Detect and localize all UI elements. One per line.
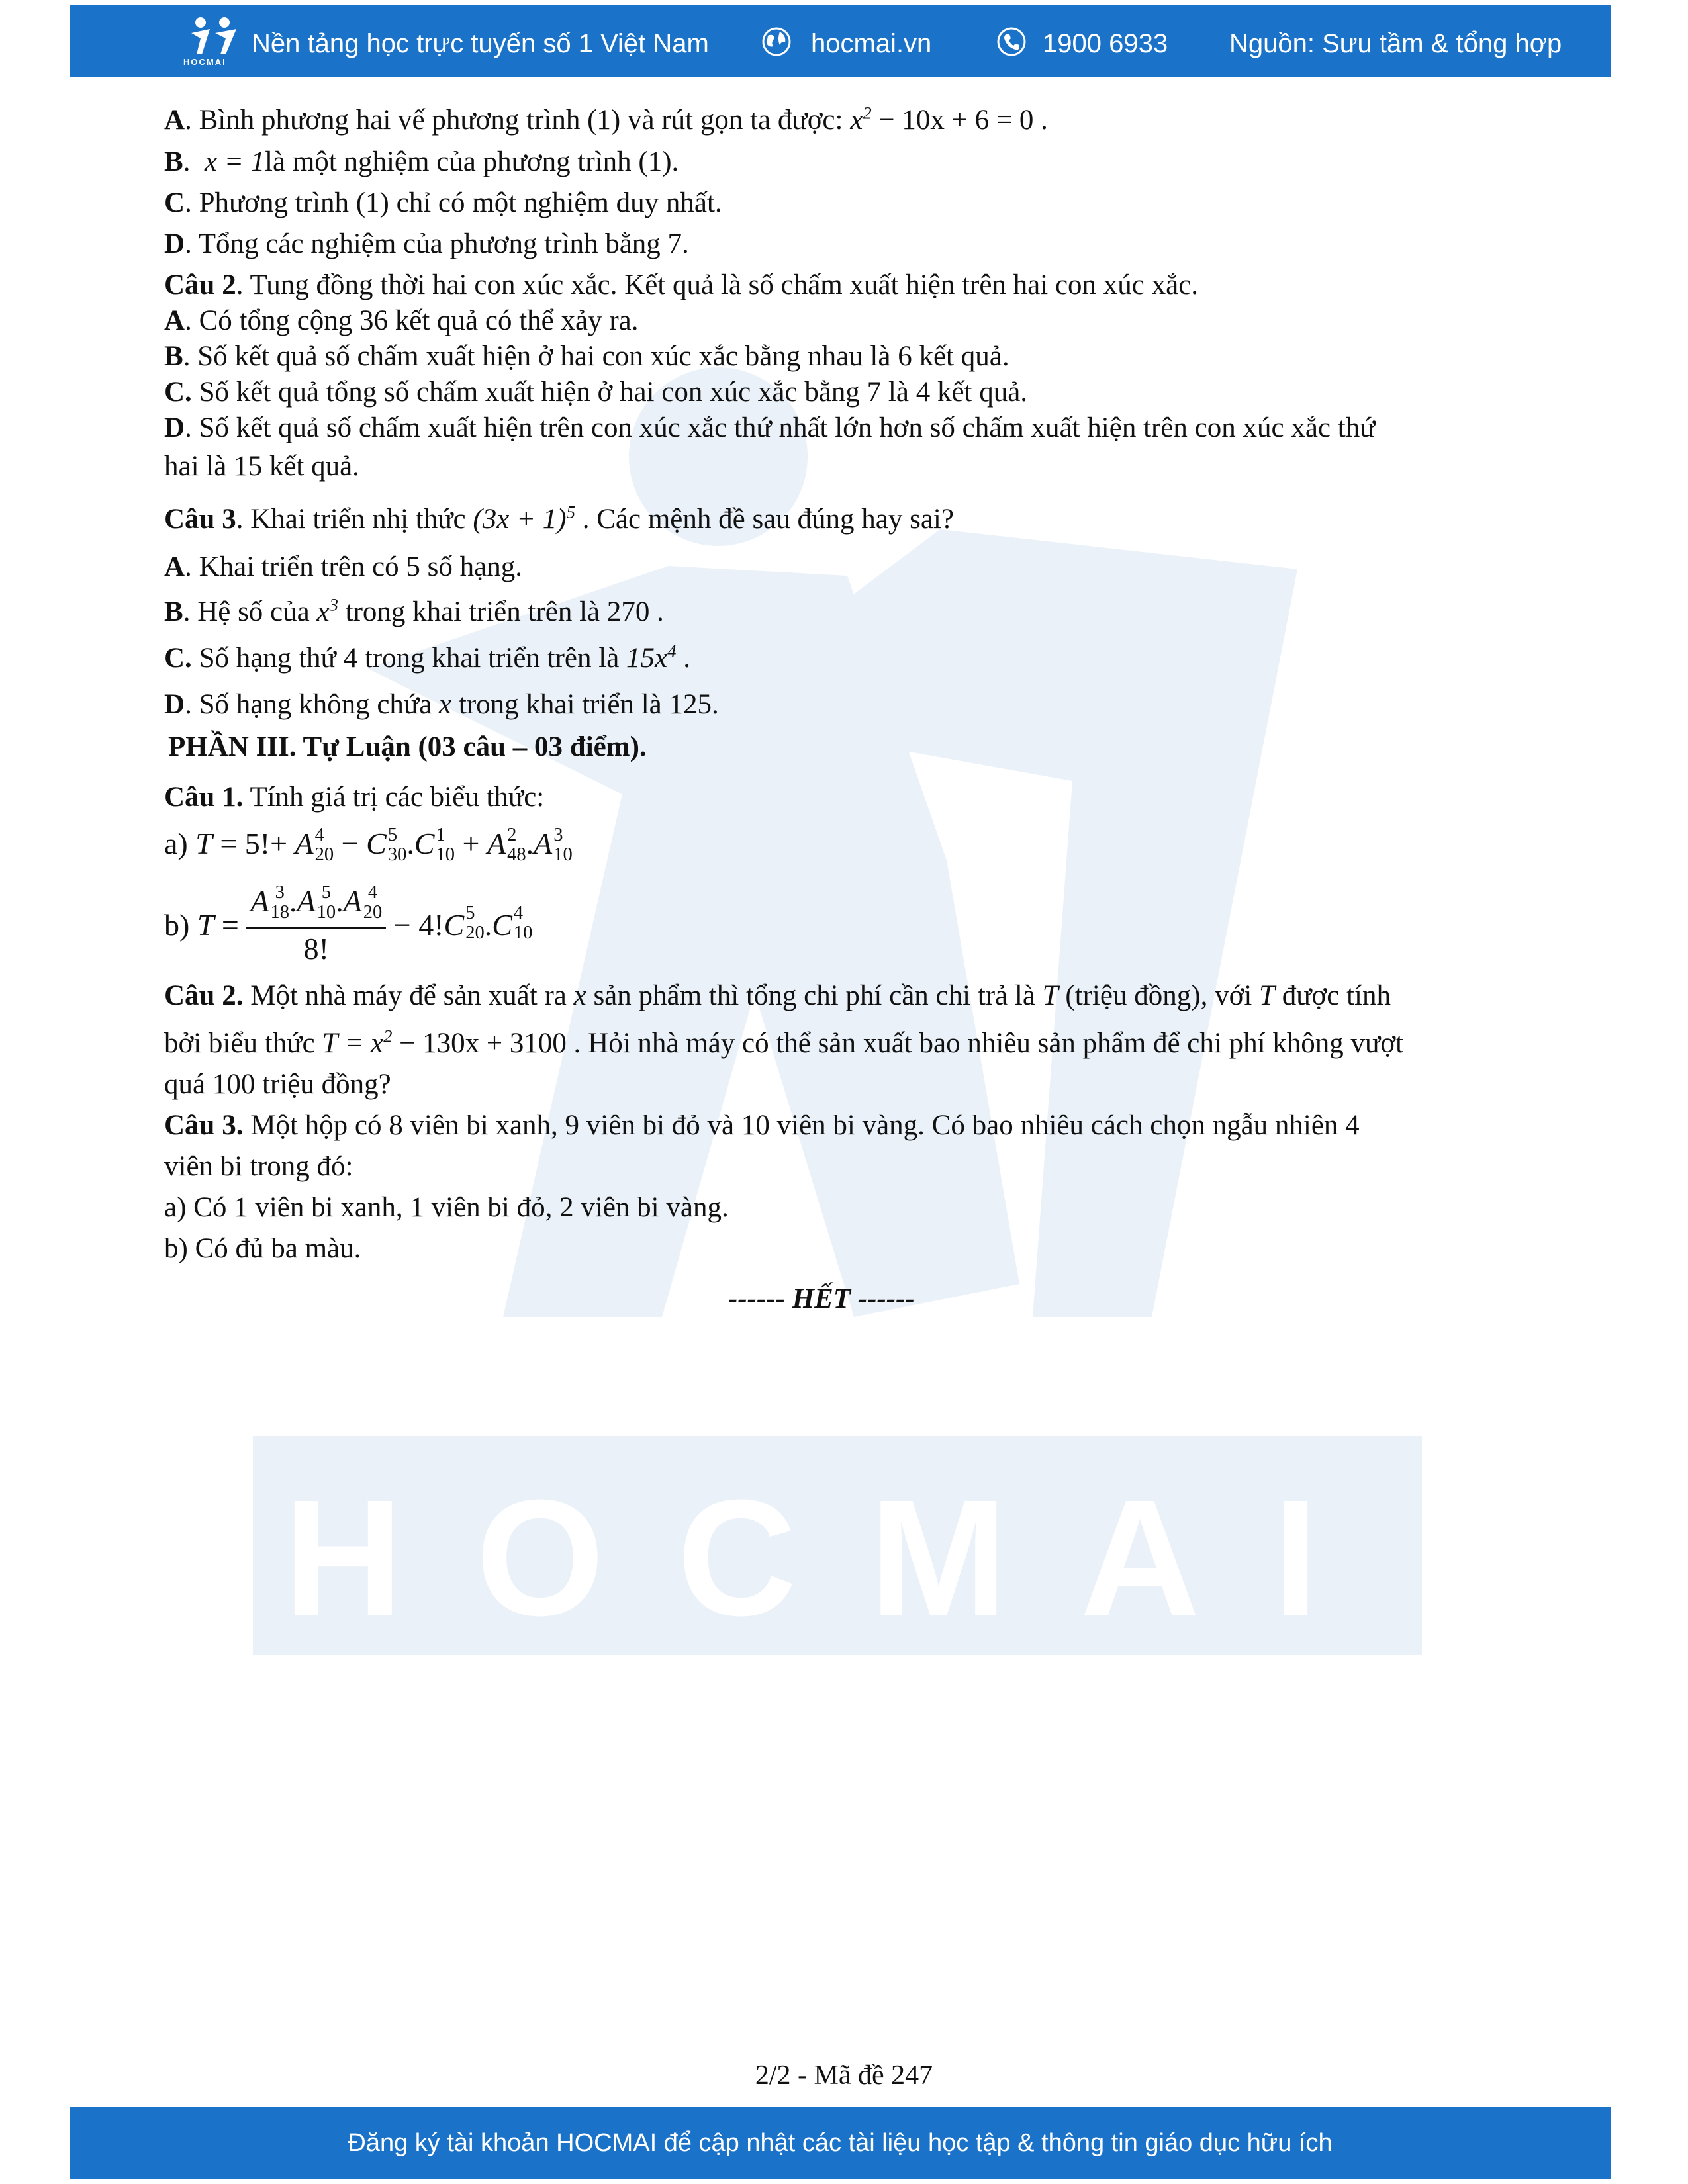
option-label: A xyxy=(164,105,185,136)
tl1-part-b: b) T = A 3 18 .A 5 10 .A 4 20 8! − 4!C 5 20 .C 4 10 xyxy=(164,882,533,966)
tl3-part-a: a) Có 1 viên bi xanh, 1 viên bi đỏ, 2 viên bi vàng. xyxy=(164,1192,729,1223)
page-number: 2/2 - Mã đề 247 xyxy=(755,2060,933,2091)
option-label: D xyxy=(164,228,185,259)
end-mark: ------ HẾT ------ xyxy=(728,1283,915,1314)
q3-option-d: D. Số hạng không chứa x trong khai triển là 125. xyxy=(164,689,719,720)
fraction: A 3 18 .A 5 10 .A 4 20 8! xyxy=(246,884,386,966)
option-text: là một nghiệm của phương trình (1). xyxy=(265,146,679,177)
option-text: . Tổng các nghiệm của phương trình bằng 7. xyxy=(185,228,689,259)
binomial-math: $(3x + 1)^5$ xyxy=(473,502,575,535)
tl1-stem: Câu 1. Tính giá trị các biểu thức: xyxy=(164,782,545,813)
website-link[interactable]: hocmai.vn xyxy=(811,29,932,58)
cost-formula: $T = x^2 - 130x + 3100$ xyxy=(322,1026,567,1059)
q2-option-d: D. Số kết quả số chấm xuất hiện trên con xúc xắc thứ nhất lớn hơn số chấm xuất hiện trên con xúc xắc thứ xyxy=(164,412,1376,443)
q3-stem: Câu 3. Khai triển nhị thức $(3x + 1)^5$ . Các mệnh đề sau đúng hay sai? xyxy=(164,502,954,535)
q3-option-a: A. Khai triển trên có 5 số hạng. xyxy=(164,551,522,582)
q3-option-c: C. Số hạng thứ 4 trong khai triển trên là $15x^4$ . xyxy=(164,641,690,674)
q2-stem xyxy=(164,269,1198,301)
option-math: $x^2 - 10x + 6 = 0$ xyxy=(850,103,1034,136)
tl2-line1: Câu 2. Một nhà máy để sản xuất ra x sản phẩm thì tổng chi phí cần chi trả là T (triệu đồng), với T được tính xyxy=(164,980,1391,1011)
logo-text: HOCMAI xyxy=(183,57,226,67)
q1-option-c xyxy=(164,187,722,219)
q2-option-c: C. Số kết quả tổng số chấm xuất hiện ở hai con xúc xắc bằng 7 là 4 kết quả. xyxy=(164,377,1028,408)
tl3-line2: viên bi trong đó: xyxy=(164,1151,353,1182)
tl3-part-b: b) Có đủ ba màu. xyxy=(164,1233,361,1264)
q3-option-b: B. Hệ số của $x^3$ trong khai triển trên là 270 . xyxy=(164,594,664,627)
option-math: x = 1 xyxy=(204,146,265,177)
part3-title: PHẦN III. Tự Luận (03 câu – 03 điểm). xyxy=(168,731,647,762)
tl3-line1: Câu 3. Một hộp có 8 viên bi xanh, 9 viên bi đỏ và 10 viên bi vàng. Có bao nhiêu cách chọn ngẫu nhiên 4 xyxy=(164,1110,1360,1141)
header-phone: 1900 6933 xyxy=(1043,29,1168,58)
option-label: B xyxy=(164,146,183,177)
header-slogan: Nền tảng học trực tuyến số 1 Việt Nam xyxy=(252,29,709,58)
header-source: Nguồn: Sưu tầm & tổng hợp xyxy=(1229,29,1562,58)
tl2-line2: bởi biểu thức $T = x^2 - 130x + 3100$ . Hỏi nhà máy có thể sản xuất bao nhiêu sản phẩm để chi phí không vượt xyxy=(164,1026,1404,1059)
q2-option-d-cont: hai là 15 kết quả. xyxy=(164,451,359,482)
q2-option-a: A. Có tổng cộng 36 kết quả có thể xảy ra. xyxy=(164,305,639,336)
footer-text[interactable]: Đăng ký tài khoản HOCMAI để cập nhật các tài liệu học tập & thông tin giáo dục hữu ích xyxy=(348,2129,1333,2157)
q1-option-a: A. Bình phương hai vế phương trình (1) và rút gọn ta được: $x^2 - 10x + 6 = 0$ . xyxy=(164,103,1048,136)
q1-option-d xyxy=(164,228,689,260)
q2-option-b: B. Số kết quả số chấm xuất hiện ở hai con xúc xắc bằng nhau là 6 kết quả. xyxy=(164,341,1009,372)
option-text: . Bình phương hai vế phương trình (1) và rút gọn ta được: xyxy=(185,105,851,136)
question-label: Câu 2 xyxy=(164,269,236,300)
option-label: C xyxy=(164,187,185,218)
watermark-text: HOCMAI xyxy=(283,1465,1391,1650)
tl1-part-a: a) T = 5!+ A 4 20 − C 5 30 .C 1 10 + A 2 48 .A 3 10 xyxy=(164,824,573,866)
q1-option-b: B. x = 1là một nghiệm của phương trình (1). xyxy=(164,146,679,177)
tl2-line3: quá 100 triệu đồng? xyxy=(164,1069,391,1100)
option-text: . Phương trình (1) chỉ có một nghiệm duy nhất. xyxy=(185,187,722,218)
question-text: . Tung đồng thời hai con xúc xắc. Kết quả là số chấm xuất hiện trên hai con xúc xắc. xyxy=(236,269,1199,300)
